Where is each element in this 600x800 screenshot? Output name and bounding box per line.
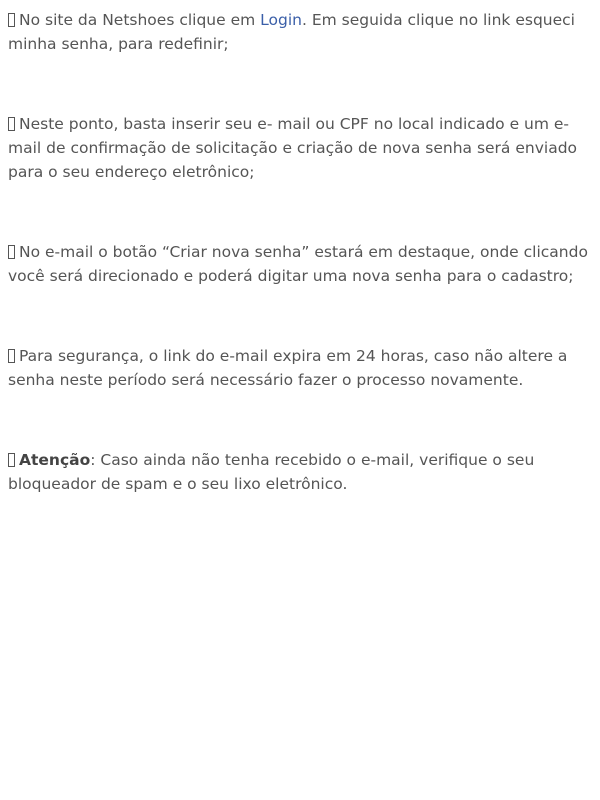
step-4 <box>8 344 590 392</box>
missing-glyph-icon <box>8 349 15 363</box>
missing-glyph-icon <box>8 117 15 131</box>
step-5-warning <box>8 448 590 496</box>
warning-label: Atenção <box>19 451 91 469</box>
missing-glyph-icon <box>8 245 15 259</box>
step-4-text: Para segurança, o link do e-mail expira em 24 horas, caso não altere a senha neste período será necessário fazer o processo novamente. <box>8 347 568 389</box>
step-3 <box>8 240 590 288</box>
step-3-text: No e-mail o botão “Criar nova senha” estará em destaque, onde clicando você será direcionado e poderá digitar uma nova senha para o cadastro; <box>8 243 588 285</box>
login-link[interactable]: Login <box>260 11 302 29</box>
step-2 <box>8 112 590 184</box>
step-1 <box>8 8 590 56</box>
step-1-text-before: No site da Netshoes clique em <box>19 11 261 29</box>
step-5-text: : Caso ainda não tenha recebido o e-mail, verifique o seu bloqueador de spam e o seu lixo eletrônico. <box>8 451 535 493</box>
missing-glyph-icon <box>8 13 15 27</box>
step-1-text-after: . Em seguida clique no link esqueci minha senha, para redefinir; <box>8 11 575 53</box>
missing-glyph-icon <box>8 453 15 467</box>
step-2-text: Neste ponto, basta inserir seu e- mail ou CPF no local indicado e um e-mail de confirmação de solicitação e criação de nova senha será enviado para o seu endereço eletrônico; <box>8 115 578 181</box>
